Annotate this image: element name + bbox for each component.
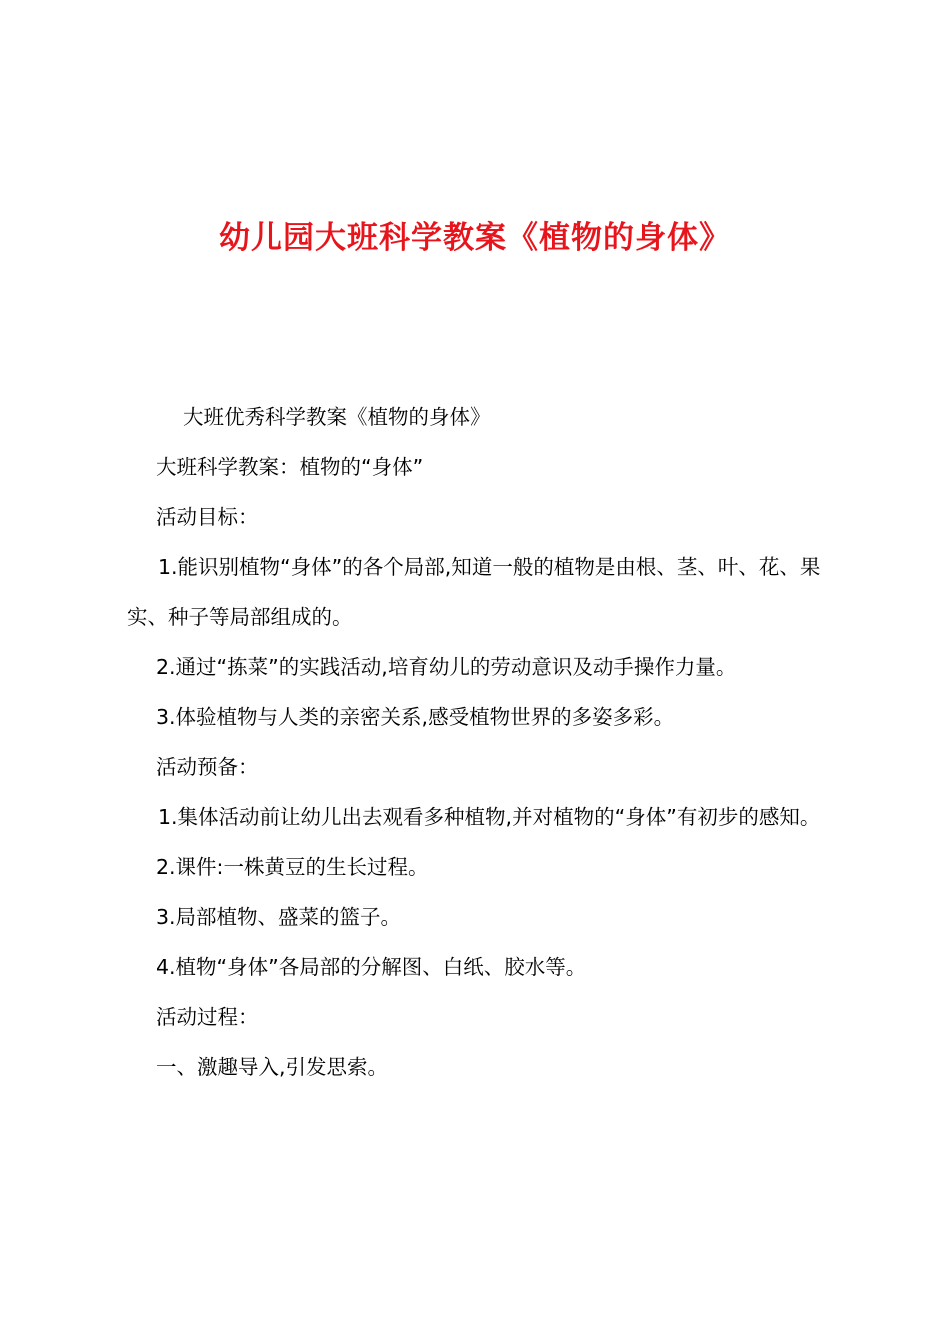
preparation-item-1: 1.集体活动前让幼儿出去观看多种植物,并对植物的“身体”有初步的感知。 — [158, 805, 821, 829]
preparation-item-3: 3.局部植物、盛菜的篮子。 — [156, 905, 402, 929]
goal-item-3: 3.体验植物与人类的亲密关系,感受植物世界的多姿多彩。 — [156, 705, 675, 729]
section-heading-goals: 活动目标： — [156, 505, 259, 529]
document-body — [127, 392, 837, 1092]
lesson-heading: 大班科学教案：植物的“身体” — [156, 455, 424, 479]
document-title: 幼儿园大班科学教案《植物的身体》 — [219, 220, 731, 256]
section-heading-preparation: 活动预备： — [156, 755, 259, 779]
goal-item-1: 1.能识别植物“身体”的各个局部,知道一般的植物是由根、茎、叶、花、果实、种子等局部组成的。 — [127, 555, 821, 629]
subtitle-paragraph: 大班优秀科学教案《植物的身体》 — [183, 405, 491, 429]
goal-item-2: 2.通过“拣菜”的实践活动,培育幼儿的劳动意识及动手操作力量。 — [156, 655, 737, 679]
section-heading-process: 活动过程： — [156, 1005, 259, 1029]
process-step-1: 一、激趣导入,引发思索。 — [156, 1055, 389, 1079]
preparation-item-4: 4.植物“身体”各局部的分解图、白纸、胶水等。 — [156, 955, 587, 979]
preparation-item-2: 2.课件:一株黄豆的生长过程。 — [156, 855, 429, 879]
